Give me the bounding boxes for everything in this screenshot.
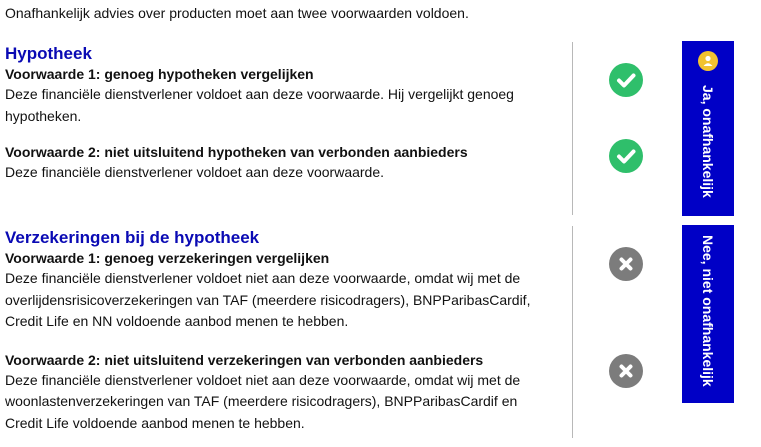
condition-text-line: Deze financiële dienstverlener voldoet aan deze voorwaarde. Hij vergelijkt genoeg (5, 86, 514, 102)
condition-text-line: Deze financiële dienstverlener voldoet niet aan deze voorwaarde, omdat wij met de (5, 270, 521, 286)
section-title-verzekeringen: Verzekeringen bij de hypotheek (5, 228, 260, 247)
verdict-hypotheek-badge (682, 41, 734, 216)
condition-text-line: woonlastenverzekeringen van TAF (meerdere risicodragers), BNPParibasCardif en (5, 393, 518, 409)
condition-text-line: Credit Life voldoende aanbod menen te hebben. (5, 414, 305, 431)
verdict-label: Nee, niet onafhankelijk (700, 235, 716, 387)
divider-line (572, 226, 573, 438)
verdict-verzekeringen-badge (682, 225, 734, 403)
verdict-label: Ja, onafhankelijk (700, 85, 716, 198)
condition-verzekeringen-2 (5, 350, 565, 435)
condition-text-line: Deze financiële dienstverlener voldoet aan deze voorwaarde. (5, 164, 385, 180)
condition-hypotheek-1 (5, 64, 565, 127)
section-title-hypotheek: Hypotheek (5, 44, 92, 63)
condition-title: Voorwaarde 1: genoeg hypotheken vergelijken (5, 66, 314, 82)
check-icon (609, 63, 643, 97)
section-verzekeringen (5, 227, 565, 434)
section-hypotheek (5, 43, 565, 184)
divider-line (572, 42, 573, 215)
cross-icon (609, 247, 643, 281)
condition-title: Voorwaarde 2: niet uitsluitend verzekeringen van verbonden aanbieders (5, 351, 484, 368)
user-icon (698, 51, 718, 71)
condition-title: Voorwaarde 1: genoeg verzekeringen vergelijken (5, 250, 330, 266)
cross-icon (609, 354, 643, 388)
condition-text-line: hypotheken. (5, 107, 82, 124)
condition-text-line: Credit Life en NN voldoende aanbod menen te hebben. (5, 313, 349, 329)
intro-text: Onafhankelijk advies over producten moet aan twee voorwaarden voldoen. (5, 5, 469, 21)
condition-text-line: Deze financiële dienstverlener voldoet niet aan deze voorwaarde, omdat wij met de (5, 371, 521, 388)
condition-text-line: overlijdensrisicoverzekeringen van TAF (meerdere risicodragers), BNPParibasCardif, (5, 291, 531, 308)
condition-title: Voorwaarde 2: niet uitsluitend hypotheken van verbonden aanbieders (5, 144, 468, 160)
check-icon (609, 139, 643, 173)
condition-verzekeringen-1 (5, 248, 565, 333)
condition-hypotheek-2 (5, 142, 565, 184)
